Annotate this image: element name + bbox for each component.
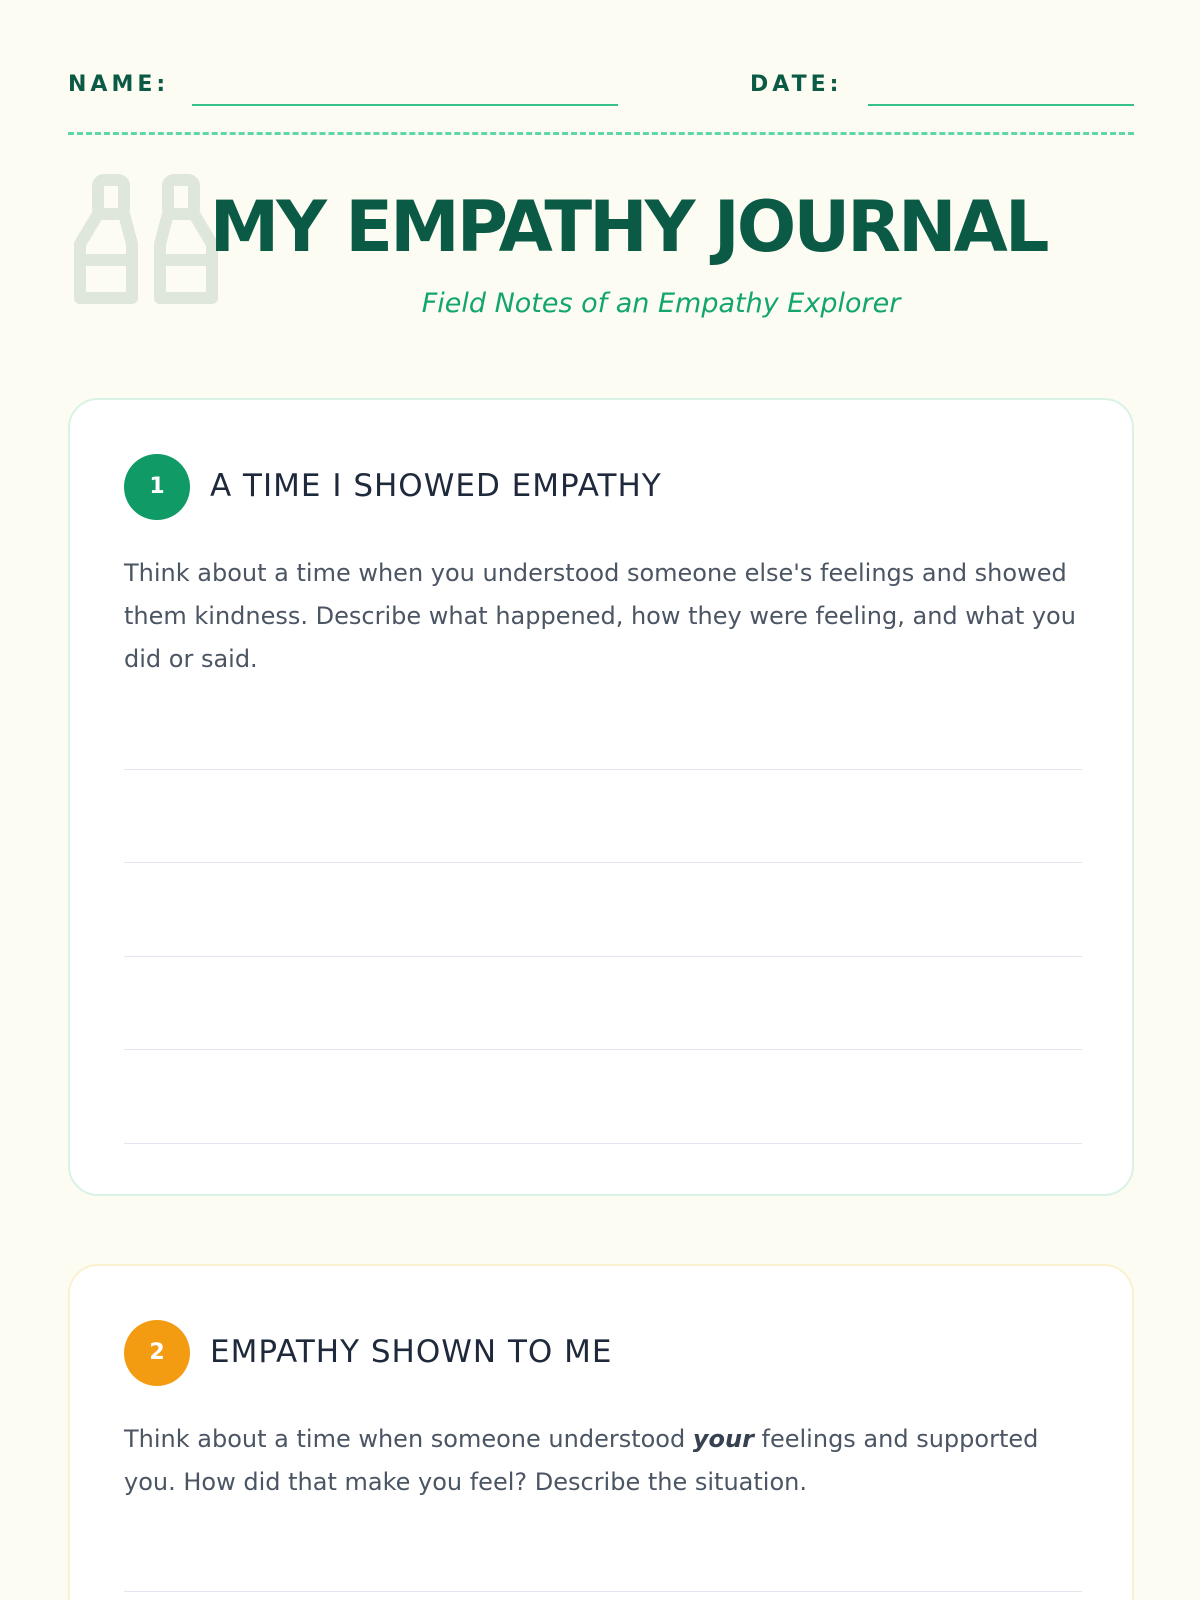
- prompt-emphasis: your: [692, 1425, 754, 1453]
- section-prompt-1: Think about a time when you understood someone else's feelings and showed them kindness. Describe what happened, how they were feeling, and what you did or said.: [124, 559, 1076, 673]
- journal-page: [68, 0, 1134, 1600]
- section-card-1: [68, 398, 1134, 1196]
- writing-line[interactable]: [124, 1049, 1082, 1050]
- section-title-2: EMPATHY SHOWN TO ME: [210, 1334, 613, 1370]
- step-badge-1: 1: [124, 454, 190, 520]
- date-field[interactable]: [868, 104, 1134, 106]
- name-label: NAME:: [68, 72, 170, 97]
- writing-line[interactable]: [124, 1591, 1082, 1592]
- writing-line[interactable]: [124, 956, 1082, 957]
- dashed-divider: [68, 132, 1134, 135]
- writing-line[interactable]: [124, 1143, 1082, 1144]
- writing-line[interactable]: [124, 862, 1082, 863]
- prompt-text: feelings and supported you. How did that make you feel? Describe the situation.: [124, 1425, 1039, 1496]
- writing-line[interactable]: [124, 769, 1082, 770]
- date-label: DATE:: [750, 72, 843, 97]
- section-prompt-2: [124, 1418, 1084, 1504]
- section-card-2: [68, 1264, 1134, 1600]
- name-field[interactable]: [192, 104, 618, 106]
- prompt-text: Think about a time when someone understood: [124, 1425, 693, 1453]
- name-date-header: [68, 68, 1134, 108]
- step-badge-2: 2: [124, 1320, 190, 1386]
- page-subtitle: Field Notes of an Empathy Explorer: [421, 288, 901, 319]
- section-title-1: A TIME I SHOWED EMPATHY: [210, 468, 662, 504]
- page-title: MY EMPATHY JOURNAL: [209, 186, 1047, 268]
